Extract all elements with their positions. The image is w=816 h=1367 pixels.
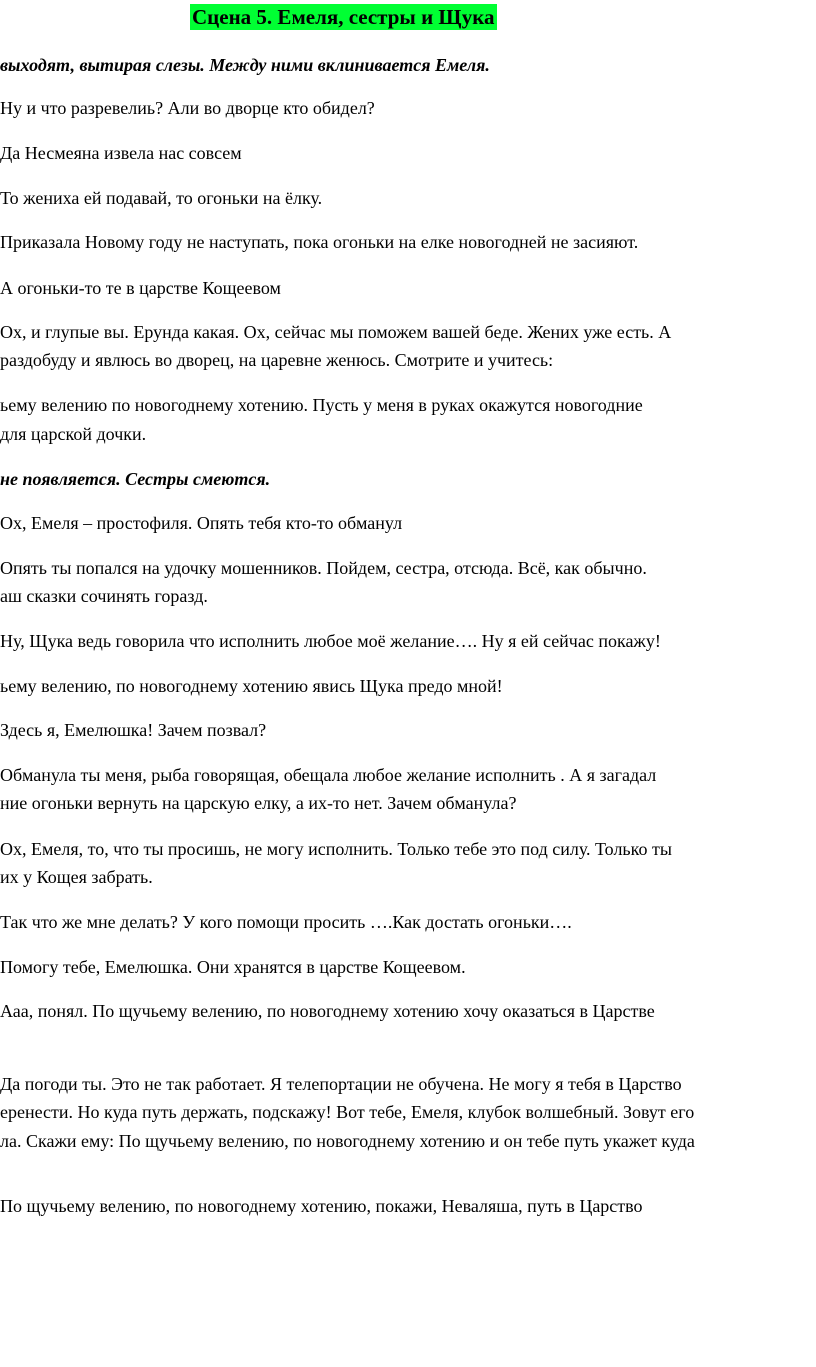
dialogue-line: По щучьему велению, по новогоднему хотению, покажи, Неваляша, путь в Царство [0,1196,643,1216]
dialogue-line: Ох, и глупые вы. Ерунда какая. Ох, сейчас мы поможем вашей беде. Жених уже есть. А [0,322,672,342]
scene-title: Сцена 5. Емеля, сестры и Щука [192,5,495,29]
dialogue-line: Ну и что разревелиь? Али во дворце кто обидел? [0,98,375,118]
dialogue-line: ьему велению по новогоднему хотению. Пусть у меня в руках окажутся новогодние [0,395,643,415]
dialogue-line: Ох, Емеля – простофиля. Опять тебя кто-то обманул [0,513,403,533]
dialogue-line: Да погоди ты. Это не так работает. Я телепортации не обучена. Не могу я тебя в Царство [0,1074,682,1094]
dialogue-line: для царской дочки. [0,424,147,444]
dialogue-line: Так что же мне делать? У кого помощи просить ….Как достать огоньки…. [0,912,572,932]
dialogue-line: Да Несмеяна извела нас совсем [0,143,242,163]
dialogue-line: Приказала Новому году не наступать, пока огоньки на елке новогодней не засияют. [0,232,639,252]
dialogue-line: их у Кощея забрать. [0,867,153,887]
dialogue-line: ьему велению, по новогоднему хотению явись Щука предо мной! [0,676,503,696]
dialogue-line: ние огоньки вернуть на царскую елку, а их-то нет. Зачем обманула? [0,793,517,813]
dialogue-line: Помогу тебе, Емелюшка. Они хранятся в царстве Кощеевом. [0,957,466,977]
dialogue-line: Ну, Щука ведь говорила что исполнить любое моё желание…. Ну я ей сейчас покажу! [0,631,661,651]
dialogue-line: Опять ты попался на удочку мошенников. Пойдем, сестра, отсюда. Всё, как обычно. [0,558,647,578]
dialogue-line: Обманула ты меня, рыба говорящая, обещала любое желание исполнить . А я загадал [0,765,657,785]
dialogue-line: А огоньки-то те в царстве Кощеевом [0,278,281,298]
dialogue-line: То жениха ей подавай, то огоньки на ёлку. [0,188,323,208]
dialogue-line: раздобуду и явлюсь во дворец, на царевне женюсь. Смотрите и учитесь: [0,350,554,370]
dialogue-line: еренести. Но куда путь держать, подскажу! Вот тебе, Емеля, клубок волшебный. Зовут его [0,1102,695,1122]
stage-direction-line: выходят, вытирая слезы. Между ними вклинивается Емеля. [0,55,490,75]
dialogue-line: ла. Скажи ему: По щучьему велению, по новогоднему хотению и он тебе путь укажет куда [0,1131,695,1151]
dialogue-line: Ох, Емеля, то, что ты просишь, не могу исполнить. Только тебе это под силу. Только ты [0,839,672,859]
dialogue-line: аш сказки сочинять горазд. [0,586,208,606]
stage-direction-line: не появляется. Сестры смеются. [0,469,271,489]
dialogue-line: Ааа, понял. По щучьему велению, по новогоднему хотению хочу оказаться в Царстве [0,1001,655,1021]
dialogue-line: Здесь я, Емелюшка! Зачем позвал? [0,720,267,740]
